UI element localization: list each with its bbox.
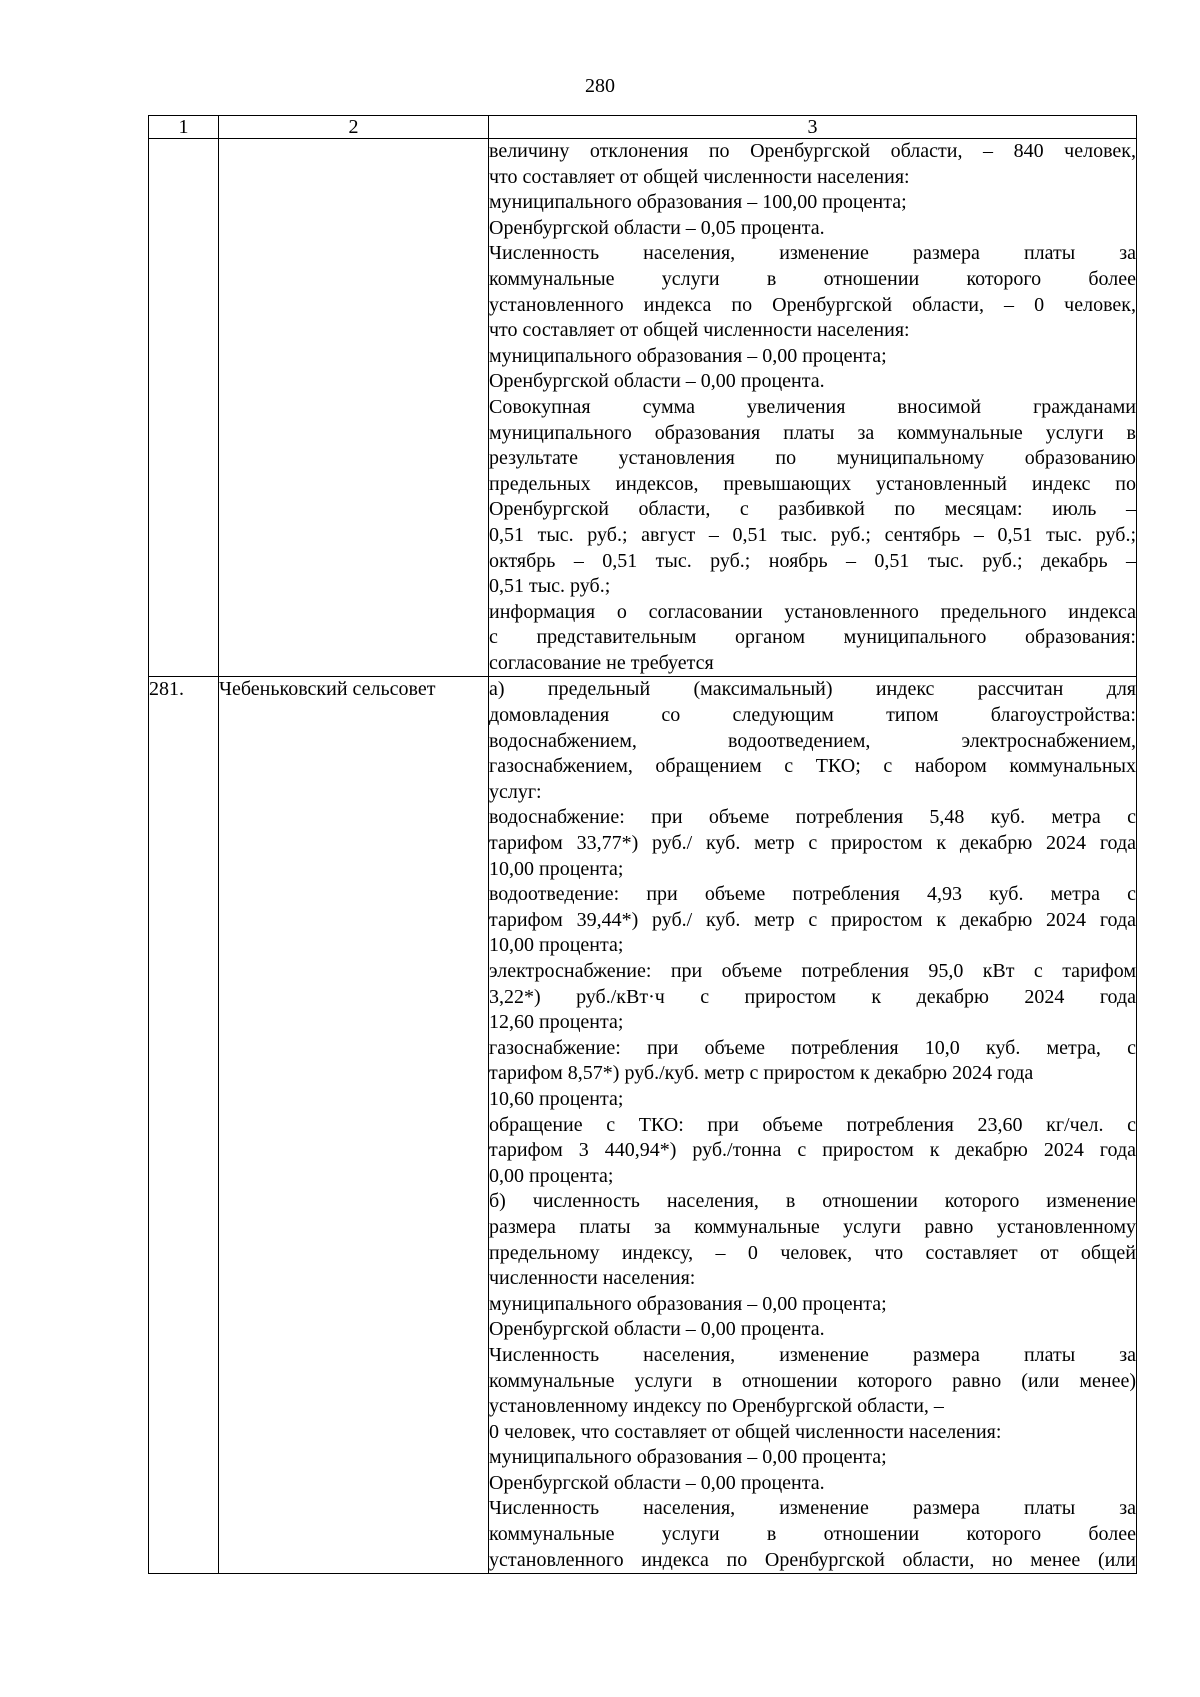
text-line: водоотведение: при объеме потребления 4,93 куб. метра с (489, 883, 1136, 906)
text-line: 0 человек, что составляет от общей численности населения: (489, 1420, 1002, 1443)
text-line: коммунальные услуги в отношении которого более (489, 267, 1136, 290)
text-line: с представительным органом муниципального образования: (489, 626, 1136, 649)
text-line: 0,51 тыс. руб.; август – 0,51 тыс. руб.; сентябрь – 0,51 тыс. руб.; (489, 523, 1136, 546)
text-line: предельному индексу, – 0 человек, что составляет от общей (489, 1241, 1136, 1264)
text-line: октябрь – 0,51 тыс. руб.; ноябрь – 0,51 тыс. руб.; декабрь – (489, 549, 1136, 572)
text-line: 3,22*) руб./кВт·ч с приростом к декабрю 2024 года (489, 985, 1136, 1008)
column-header-3: 3 (489, 116, 1137, 139)
text-line: а) предельный (максимальный) индекс рассчитан для (489, 678, 1136, 701)
text-line: установленного индекса по Оренбургской области, но менее (или (489, 1548, 1136, 1571)
page-number: 280 (585, 75, 615, 97)
row-number-cell (149, 139, 219, 677)
text-line: информация о согласовании установленного предельного индекса (489, 600, 1136, 623)
table-row (149, 139, 1137, 677)
text-line: что составляет от общей численности населения: (489, 165, 910, 188)
text-line: электроснабжение: при объеме потребления 95,0 кВт с тарифом (489, 960, 1136, 982)
text-line: Оренбургской области – 0,00 процента. (489, 370, 825, 393)
municipality-name-cell (219, 139, 489, 677)
column-header-1: 1 (149, 116, 219, 139)
text-line: согласование не требуется (489, 651, 714, 674)
text-line: обращение с ТКО: при объеме потребления 23,60 кг/чел. с (489, 1113, 1136, 1136)
text-line: результате установления по муниципальному образованию (489, 447, 1136, 470)
text-line: что составляет от общей численности населения: (489, 319, 910, 342)
text-line: Совокупная сумма увеличения вносимой гражданами (489, 395, 1136, 418)
text-line: водоснабжение: при объеме потребления 5,48 куб. метра с (489, 806, 1136, 829)
text-line: Оренбургской области – 0,00 процента. (489, 1318, 825, 1341)
text-line: Численность населения, изменение размера платы за (489, 1497, 1136, 1520)
table-body (149, 139, 1137, 1574)
text-line: Численность населения, изменение размера платы за (489, 242, 1136, 265)
table-header-row (149, 116, 1137, 139)
text-line: домовладения со следующим типом благоустройства: (489, 704, 1136, 727)
table-row (149, 677, 1137, 1574)
text-line: коммунальные услуги в отношении которого более (489, 1523, 1136, 1546)
text-line: размера платы за коммунальные услуги равно установленному (489, 1215, 1136, 1238)
text-line: установленного индекса по Оренбургской области, – 0 человек, (489, 293, 1136, 316)
column-header-2: 2 (219, 116, 489, 139)
text-line: муниципального образования – 0,00 процента; (489, 1292, 887, 1315)
text-line: б) численность населения, в отношении которого изменение (489, 1190, 1136, 1213)
text-line: тарифом 8,57*) руб./куб. метр с приростом к декабрю 2024 года (489, 1062, 1034, 1085)
text-line: 12,60 процента; (489, 1011, 624, 1034)
text-line: установленному индексу по Оренбургской области, – (489, 1395, 944, 1418)
text-line: газоснабжение: при объеме потребления 10,0 куб. метра, с (489, 1036, 1136, 1059)
text-line: муниципального образования – 0,00 процента; (489, 1446, 887, 1469)
text-line: муниципального образования – 0,00 процента; (489, 344, 887, 367)
text-line: 0,00 процента; (489, 1164, 614, 1187)
text-line: численности населения: (489, 1267, 696, 1290)
text-line: коммунальные услуги в отношении которого равно (или менее) (489, 1369, 1136, 1392)
municipality-name-cell: Чебеньковский сельсовет (219, 677, 489, 1574)
text-line: 0,51 тыс. руб.; (489, 575, 611, 598)
text-line: муниципального образования платы за коммунальные услуги в (489, 421, 1136, 444)
text-line: тарифом 3 440,94*) руб./тонна с приростом к декабрю 2024 года (489, 1139, 1136, 1162)
text-line: Оренбургской области – 0,05 процента. (489, 216, 825, 239)
text-line: величину отклонения по Оренбургской области, – 840 человек, (489, 140, 1136, 162)
index-table (148, 115, 1137, 1574)
text-line: 10,00 процента; (489, 857, 624, 880)
index-details-cell (489, 139, 1137, 677)
text-line: Оренбургской области, с разбивкой по месяцам: июль – (489, 498, 1136, 521)
text-line: 10,00 процента; (489, 934, 624, 957)
text-line: 10,60 процента; (489, 1087, 624, 1110)
text-line: Численность населения, изменение размера платы за (489, 1343, 1136, 1366)
text-line: газоснабжением, обращением с ТКО; с набором коммунальных (489, 755, 1136, 778)
text-line: тарифом 39,44*) руб./ куб. метр с приростом к декабрю 2024 года (489, 908, 1136, 931)
text-line: предельных индексов, превышающих установленный индекс по (489, 472, 1136, 495)
row-number-cell: 281. (149, 677, 219, 1574)
text-line: тарифом 33,77*) руб./ куб. метр с приростом к декабрю 2024 года (489, 832, 1136, 855)
text-line: услуг: (489, 780, 542, 803)
index-details-cell (489, 677, 1137, 1574)
text-line: водоснабжением, водоотведением, электроснабжением, (489, 729, 1136, 752)
text-line: Оренбургской области – 0,00 процента. (489, 1471, 825, 1494)
text-line: муниципального образования – 100,00 процента; (489, 191, 907, 214)
